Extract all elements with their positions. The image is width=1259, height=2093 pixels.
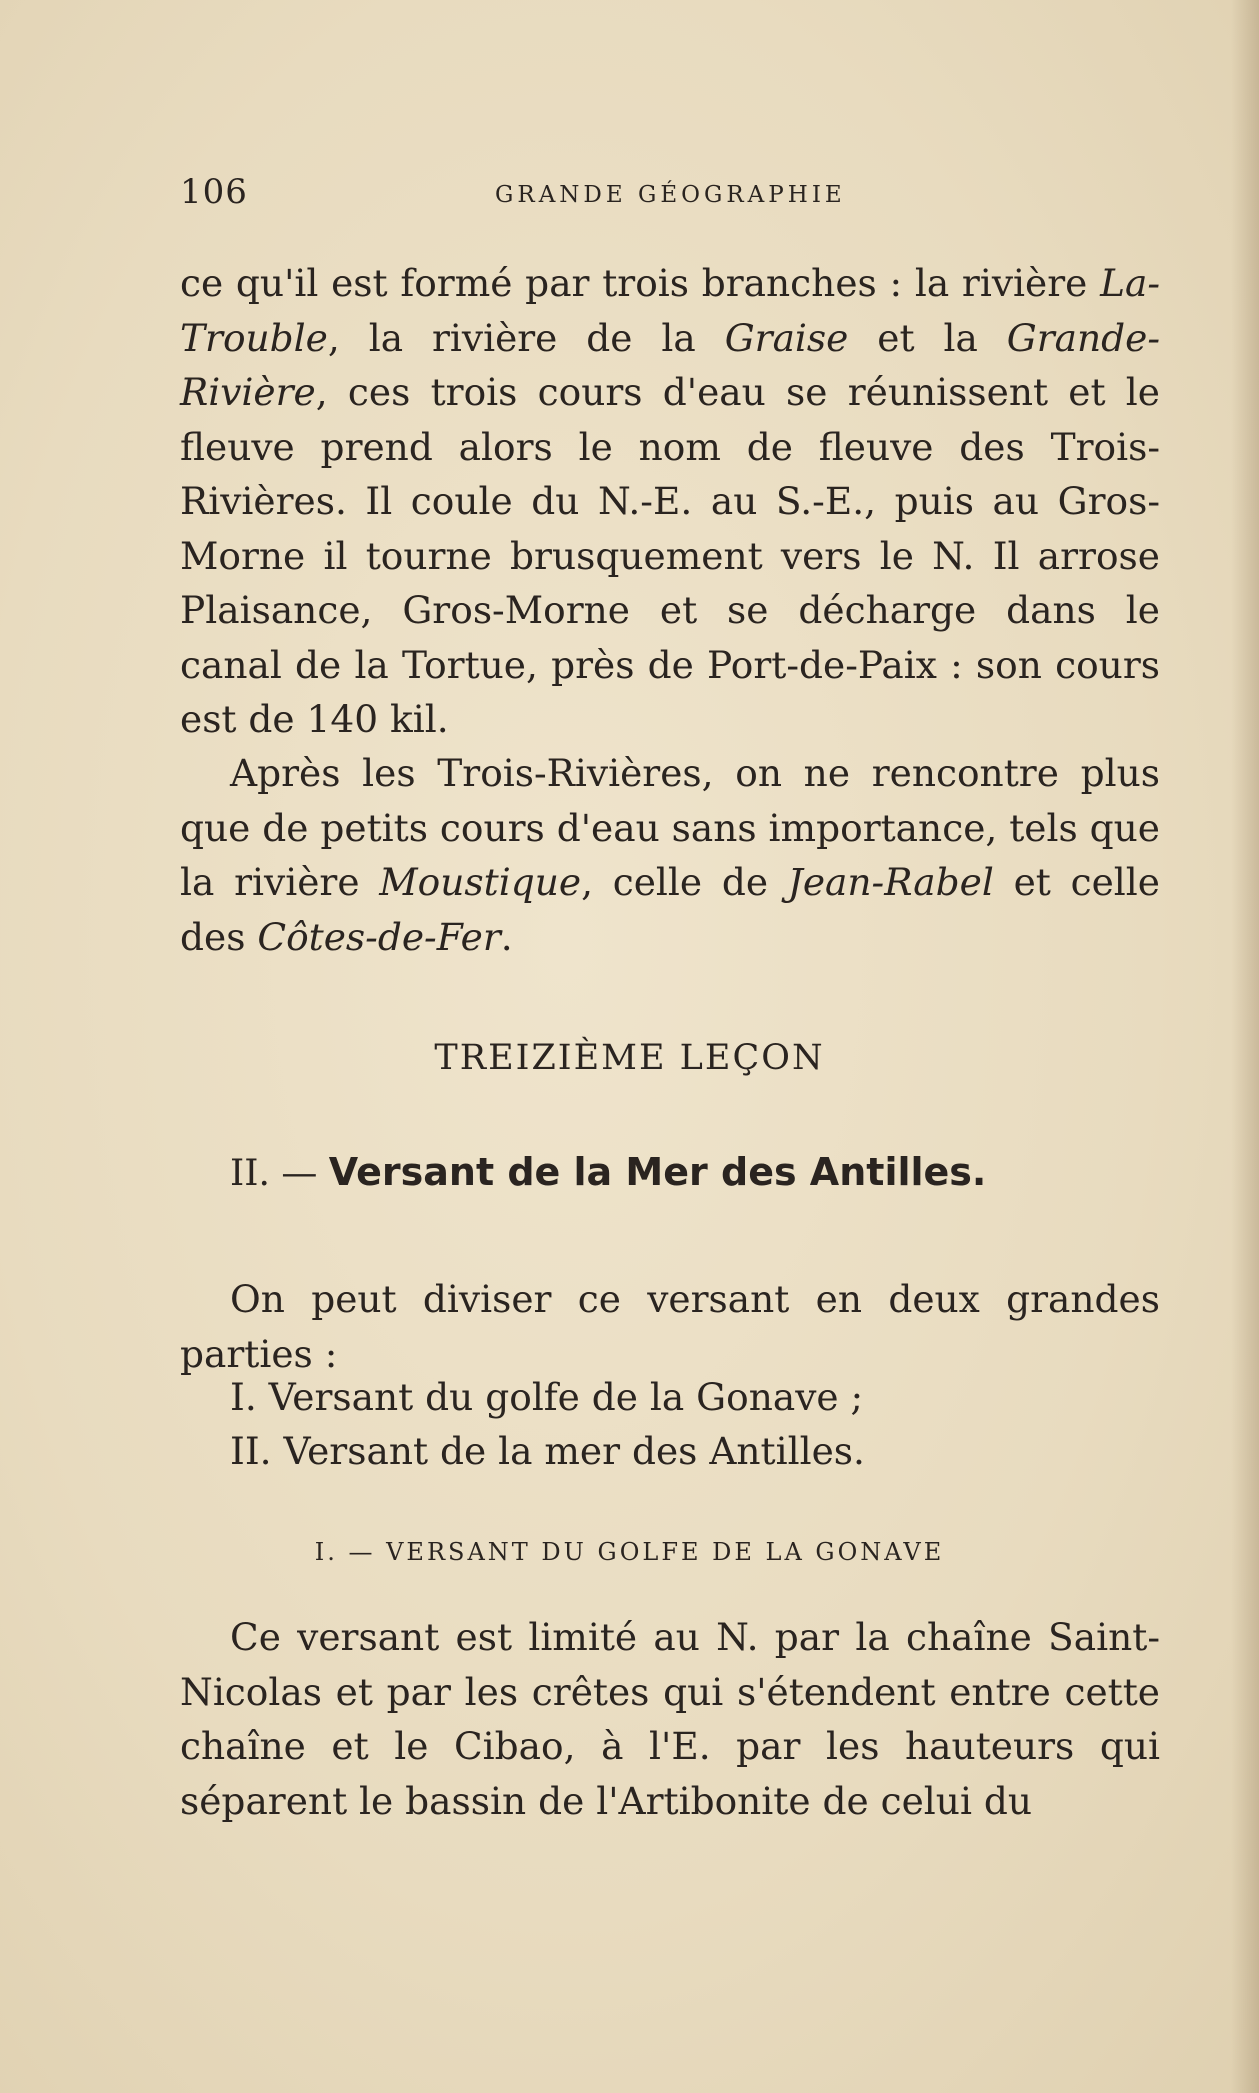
para1-text: , ces trois cours d'eau se réunissent et le fleuve prend alors le nom de fleuve des Trois-Rivières. Il coule du N.-E. au S.-E., puis au Gros-Morne il tourne brusquement vers le N. Il arrose Plaisance, Gros-Morne et se décharge dans le canal de la Tortue, près de Port-de-Paix : son cours est de 140 kil. [180, 370, 1160, 741]
para1-text: , la rivière de la [327, 315, 725, 360]
para1-italic-la-trouble: La-Trouble [180, 261, 1160, 360]
para1-italic-grande-riviere: Grande-Rivière [180, 315, 1160, 414]
paragraph-versant-limite [180, 1610, 1160, 1828]
para1-text: et la [848, 315, 1007, 360]
para2-italic-moustique: Moustique [379, 860, 582, 904]
section-number: II. — [230, 1153, 318, 1194]
section-heading [230, 1150, 986, 1194]
book-title-header: GRANDE GÉOGRAPHIE [495, 182, 846, 208]
paragraph-diviser [180, 1272, 1160, 1381]
lesson-title: TREIZIÈME LEÇON [434, 1038, 825, 1078]
paragraph-trois-rivieres [180, 256, 1160, 747]
para2-text: Après les Trois-Rivières, on ne rencontre plus que de petits cours d'eau sans importance, tels que la rivière [180, 751, 1160, 904]
list-item: I. Versant du golfe de la Gonave ; [230, 1375, 864, 1419]
para2-text: . [500, 914, 513, 959]
page-number: 106 [180, 172, 248, 212]
paragraph-petits-cours [180, 746, 1160, 964]
para2-text: et celle des [180, 860, 1160, 959]
para4-text: Ce versant est limité au N. par la chaîne Saint-Nicolas et par les crêtes qui s'étendent entre cette chaîne et le Cibao, à l'E. par les hauteurs qui séparent le bassin de l'Artibonite de celui du [180, 1615, 1160, 1823]
running-head [180, 172, 1160, 222]
subsection-heading: I. — VERSANT DU GOLFE DE LA GONAVE [314, 1538, 945, 1566]
para2-italic-cotes-de-fer: Côtes-de-Fer [257, 914, 501, 959]
list-item: II. Versant de la mer des Antilles. [230, 1429, 865, 1473]
para1-italic-graise: Graise [724, 315, 849, 360]
para2-italic-jean-rabel: Jean-Rabel [787, 860, 994, 904]
para3-text: On peut diviser ce versant en deux grandes parties : [180, 1277, 1160, 1376]
section-title: Versant de la Mer des Antilles. [328, 1150, 987, 1194]
para2-text: , celle de [581, 860, 788, 904]
para1-text: ce qu'il est formé par trois branches : la rivière [180, 261, 1101, 305]
